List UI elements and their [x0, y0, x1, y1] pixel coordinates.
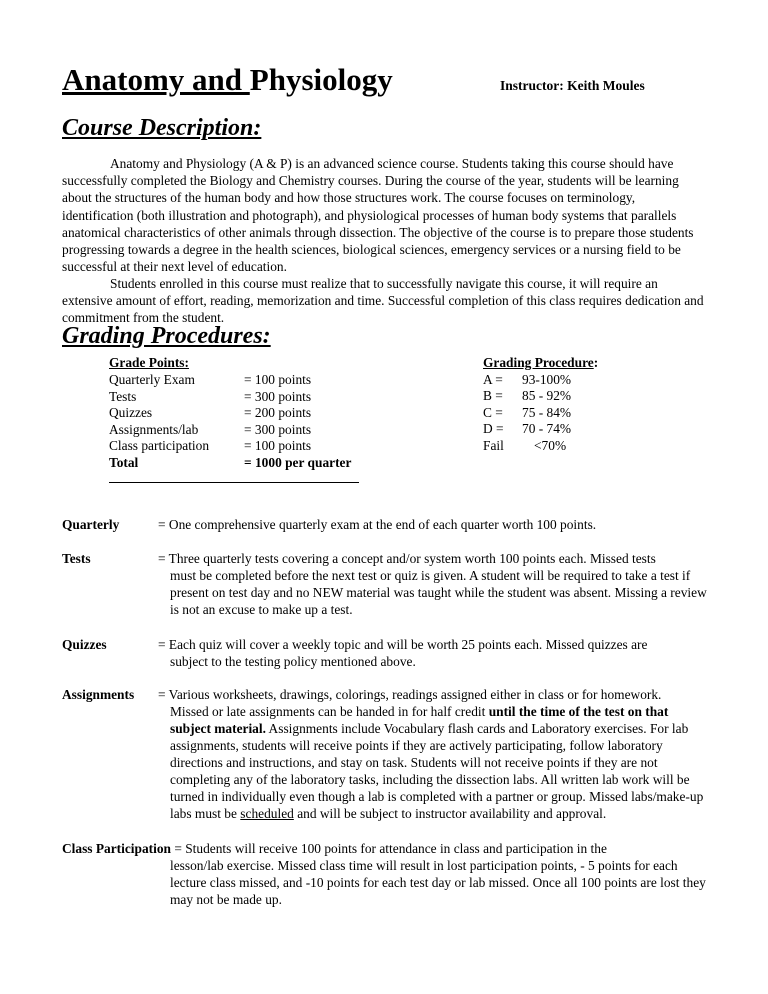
grade-item-name: Tests	[109, 388, 137, 404]
grade-scale-row: A = 93-100%	[483, 371, 572, 387]
grading-procedure-label: Grading Procedure:	[483, 355, 599, 370]
title-part1: Anatomy and	[62, 62, 250, 97]
course-description-paragraph-2: Students enrolled in this course must realize that to successfully navigate this course, it will require an extensive amount of effort, reading, memorization and time. Successful completion of this class requires dedication and commitment from the student.	[62, 276, 704, 326]
instructor-name: Instructor: Keith Moules	[500, 78, 645, 93]
policy-text: = One comprehensive quarterly exam at the end of each quarter worth 100 points.	[158, 517, 597, 532]
grade-item-name: Quizzes	[109, 405, 153, 421]
policy-label: Quarterly	[62, 517, 120, 532]
grade-total-value: = 1000 per quarter	[244, 454, 352, 470]
course-description-heading: Course Description:	[62, 115, 262, 141]
page-title	[62, 62, 393, 98]
grade-scale-row: B = 85 - 92%	[483, 388, 572, 404]
grade-item-points: = 300 points	[244, 388, 312, 404]
grade-items-names	[109, 372, 209, 472]
grade-scale-row: Fail <70%	[483, 437, 567, 453]
total-divider	[109, 482, 359, 483]
grading-scale	[483, 355, 598, 455]
grade-item-name: Assignments/lab	[109, 421, 199, 437]
policy-text: = Each quiz will cover a weekly topic and will be worth 25 points each. Missed quizzes are subject to the testing policy mentioned above.	[158, 637, 648, 669]
policy-text: = Three quarterly tests covering a concept and/or system worth 100 points each. Missed tests must be completed before the next test or quiz is given. A student will be required to take a test if present on test day and no NEW material was taught while the student was absent. Missing a review is not an excuse to make up a test.	[158, 551, 707, 617]
policy-text: = Various worksheets, drawings, colorings, readings assigned either in class or for homework. Missed or late assignments can be handed in for half credit until the time of the test on that subject material. Assignments include Vocabulary flash cards and Laboratory exercises. For lab assignments, students will receive points if they are actively participating, follow laboratory directions and instructions, and stay on task. Students will not receive points if they are not completing any of the laboratory tasks, including the dissection labs. All written lab work will be turned in individually even though a lab is completed with a partner or group. Missed labs/make-up labs must be scheduled and will be subject to instructor availability and approval.	[158, 687, 704, 821]
grade-item-name: Class participation	[109, 438, 210, 454]
course-description-paragraph-1: Anatomy and Physiology (A & P) is an advanced science course. Students taking this course should have successfully completed the Biology and Chemistry courses. During the course of the year, students will be learning about the structures of the human body and how those structures work. The course focuses on terminology, identification (both illustration and photograph), and physiological processes of human body systems that parallels anatomical characteristics of other animals through dissection. The objective of the course is to prepare those students progressing towards a degree in the health sciences, biological sciences, emergency services or a nursing field to be successful at their next level of education.	[62, 156, 694, 275]
title-part2: Physiology	[249, 62, 393, 97]
grade-item-points: = 100 points	[244, 372, 312, 387]
grade-total-label: Total	[109, 454, 139, 470]
policy-label: Assignments	[62, 687, 135, 702]
grade-scale-row: C = 75 - 84%	[483, 404, 572, 420]
grade-item-points: = 200 points	[244, 405, 312, 421]
policy-label: Tests	[62, 551, 91, 566]
grade-points-label: Grade Points:	[109, 355, 189, 370]
grade-scale-row: D = 70 - 74%	[483, 421, 572, 437]
grade-item-points: = 100 points	[244, 438, 312, 454]
grading-procedures-heading: Grading Procedures:	[62, 323, 271, 349]
grade-items-points	[244, 372, 351, 472]
grade-item-points: = 300 points	[244, 421, 312, 437]
policy-label: Quizzes	[62, 637, 107, 652]
grade-item-name: Quarterly Exam	[109, 372, 195, 387]
policy-text: Class Participation = Students will receive 100 points for attendance in class and participation in the lesson/lab exercise. Missed class time will result in lost participation points, - 5 points for each lecture class missed, and -10 points for each test day or lab missed. Once all 100 points are lost they may not be made up.	[62, 841, 706, 907]
policy-label: Class Participation	[62, 841, 171, 856]
